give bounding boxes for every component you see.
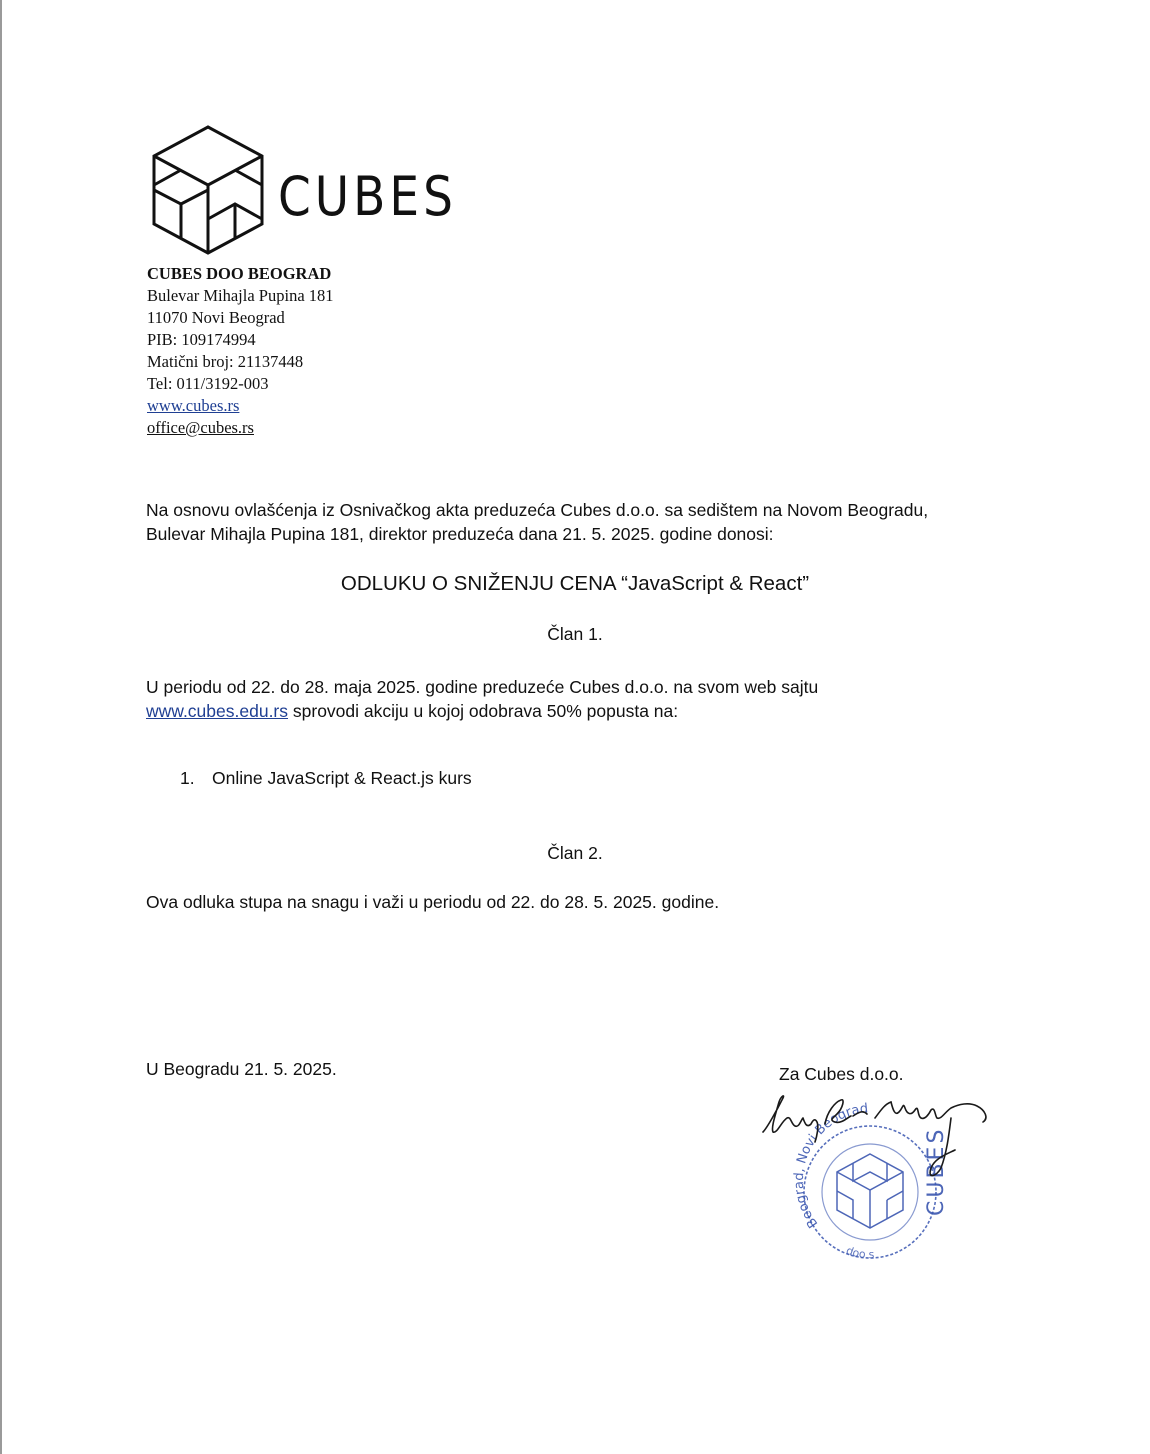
company-website-link[interactable]: www.cubes.rs	[147, 396, 240, 415]
article-1-heading: Član 1.	[547, 624, 603, 644]
stamp-ring-text: Beograd, Novi Beograd	[791, 1101, 869, 1231]
company-email-link[interactable]: office@cubes.rs	[147, 418, 254, 437]
company-name: CUBES DOO BEOGRAD	[147, 264, 332, 283]
company-info	[147, 263, 334, 439]
article-2-text: Ova odluka stupa na snagu i važi u periodu od 22. do 28. 5. 2025. godine.	[146, 892, 720, 912]
company-pib: PIB: 109174994	[147, 330, 256, 349]
stamp-brand: CUBES	[924, 1126, 949, 1216]
svg-text:doo s	[844, 1244, 875, 1261]
company-stamp	[792, 1101, 949, 1261]
intro-line-2: Bulevar Mihajla Pupina 181, direktor preduzeća dana 21. 5. 2025. godine donosi:	[146, 524, 774, 544]
company-maticni: Matični broj: 21137448	[147, 352, 304, 371]
cubes-edu-link[interactable]: www.cubes.edu.rs	[146, 701, 289, 721]
page-edge	[0, 0, 2, 1454]
intro-line-1: Na osnovu ovlašćenja iz Osnivačkog akta preduzeća Cubes d.o.o. sa sedištem na Novom Beogradu,	[146, 500, 929, 520]
logo-wordmark: CUBES	[278, 164, 457, 228]
place-date: U Beogradu 21. 5. 2025.	[146, 1059, 337, 1079]
article-1-line-2	[146, 699, 976, 723]
signature-and-stamp	[755, 1088, 1005, 1278]
list-item-number: 1.	[180, 768, 195, 788]
cubes-logo	[148, 124, 457, 258]
article-1-line-2-text: sprovodi akciju u kojoj odobrava 50% popusta na:	[288, 701, 679, 721]
article-1-paragraph	[146, 675, 976, 723]
list-item	[180, 768, 472, 789]
article-1-line-1: U periodu od 22. do 28. maja 2025. godine preduzeće Cubes d.o.o. na svom web sajtu	[146, 677, 819, 697]
decision-title: ODLUKU O SNIŽENJU CENA “JavaScript & React”	[340, 572, 810, 595]
article-2-heading: Član 2.	[547, 843, 603, 863]
intro-paragraph	[146, 498, 976, 546]
list-item-text: Online JavaScript & React.js kurs	[212, 768, 472, 788]
for-company-label: Za Cubes d.o.o.	[779, 1064, 904, 1084]
company-address: Bulevar Mihajla Pupina 181	[147, 286, 334, 305]
company-tel: Tel: 011/3192-003	[147, 374, 269, 393]
company-city: 11070 Novi Beograd	[147, 308, 285, 327]
stamp-bottom-text: doo s	[844, 1243, 875, 1262]
